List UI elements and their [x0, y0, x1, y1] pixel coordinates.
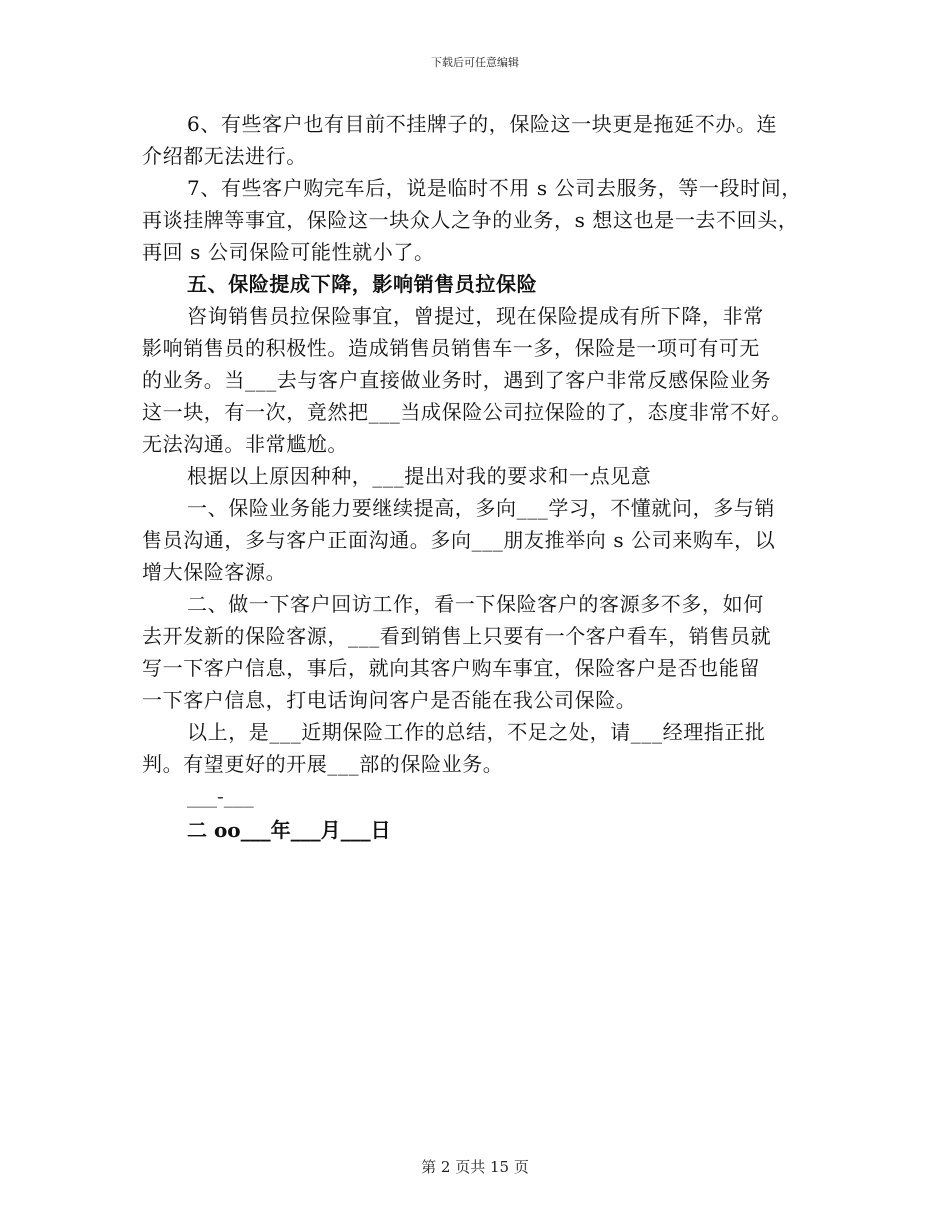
paragraph-line: 去开发新的保险客源，___看到销售上只要有一个客户看车，销售员就 — [142, 624, 772, 648]
paragraph-line: 咨询销售员拉保险事宜，曾提过，现在保险提成有所下降，非常 — [187, 304, 764, 328]
paragraph-line: 增大保险客源。 — [142, 560, 287, 584]
paragraph-line: 写一下客户信息，事后，就向其客户购车事宜，保险客户是否也能留 — [142, 656, 760, 680]
paragraph-line: 二、做一下客户回访工作，看一下保险客户的客源多不多，如何 — [187, 592, 764, 616]
paragraph-line: 再谈挂牌等事宜，保险这一块众人之争的业务，s 想这也是一去不回头， — [142, 208, 799, 232]
paragraph-line: 6、有些客户也有目前不挂牌子的，保险这一块更是拖延不办。连 — [187, 112, 778, 136]
paragraph-line: 判。有望更好的开展___部的保险业务。 — [142, 752, 504, 776]
paragraph-line: 以上，是___近期保险工作的总结，不足之处，请___经理指正批 — [187, 720, 766, 744]
paragraph-line: 再回 s 公司保险可能性就小了。 — [142, 240, 435, 264]
paragraph-line: 的业务。当___去与客户直接做业务时，遇到了客户非常反感保险业务 — [142, 368, 772, 392]
paragraph-line: 无法沟通。非常尴尬。 — [142, 432, 348, 456]
paragraph-line: 根据以上原因种种，___提出对我的要求和一点见意 — [187, 464, 652, 488]
signature-line: ___-___ — [187, 784, 254, 808]
paragraph-line: 影响销售员的积极性。造成销售员销售车一多，保险是一项可有可无 — [142, 336, 760, 360]
date-line: 二 oo___年___月___日 — [187, 818, 391, 842]
paragraph-line: 介绍都无法进行。 — [142, 144, 307, 168]
page-header: 下载后可任意编辑 — [431, 56, 519, 69]
paragraph-line: 售员沟通，多与客户正面沟通。多向___朋友推举向 s 公司来购车，以 — [142, 528, 776, 552]
paragraph-line: 7、有些客户购完车后，说是临时不用 s 公司去服务，等一段时间， — [187, 176, 802, 200]
paragraph-line: 一、保险业务能力要继续提高，多向___学习，不懂就问，多与销 — [187, 496, 775, 520]
paragraph-line: 这一块，有一次，竟然把___当成保险公司拉保险的了，态度非常不好。 — [142, 400, 792, 424]
paragraph-line: 一下客户信息，打电话询问客户是否能在我公司保险。 — [142, 688, 637, 712]
page-footer: 第 2 页共 15 页 — [421, 1158, 529, 1176]
document-body — [142, 108, 822, 848]
section-heading: 五、保险提成下降，影响销售员拉保险 — [187, 272, 538, 296]
